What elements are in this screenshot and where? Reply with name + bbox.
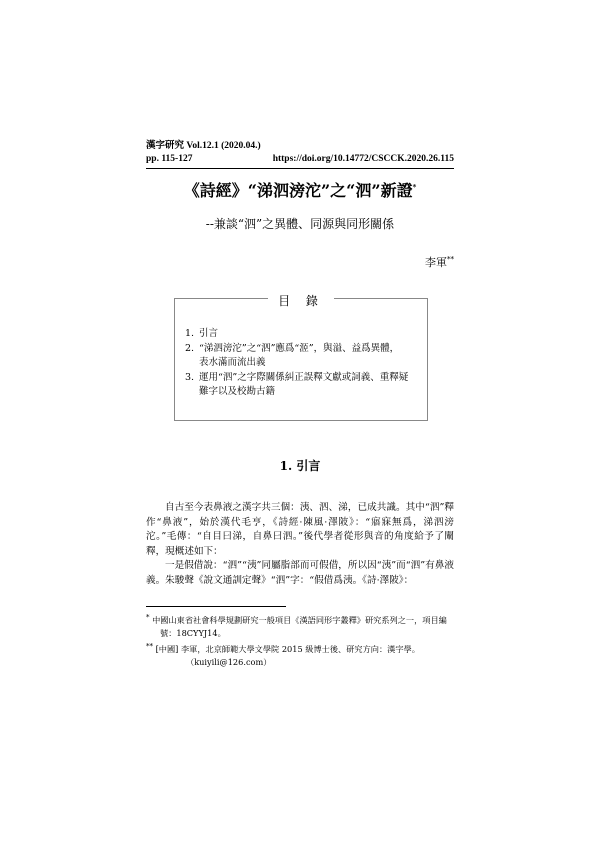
toc-item-number: 3. [185,371,195,383]
toc-item[interactable] [185,327,421,342]
section-heading: 1. 引言 [279,459,321,473]
footnote-text: 中國山東省社會科學規劃研究一般項目《漢語同形字叢釋》研究系列之一，項目編 [152,615,447,625]
toc-item-label: “涕泗滂沱”之“泗”應爲“洍”，與溢、益爲異體， 表水滿而流出義 [199,342,400,368]
body-paragraph: 一是假借說：“泗”“洟”同屬脂部而可假借，所以因“洟”而“泗”有鼻液義。朱駿聲《說文通訓定聲》“泗”字：“假借爲洟。《詩·澤陂》： [146,560,454,586]
doi-link[interactable]: https://doi.org/10.14772/CSCCK.2020.26.115 [272,154,454,164]
journal-volume: 漢字研究 Vol.12.1 (2020.04.) [146,141,261,151]
author-footnote-mark[interactable]: ** [447,255,454,264]
toc-title: 目 錄 [175,290,427,309]
title-text: 《詩經》“涕泗滂沱”之“泗”新證 [183,181,413,200]
toc-list [185,327,421,400]
footnote [146,643,456,669]
title-footnote-mark[interactable]: * [412,182,417,192]
body-paragraph: 自古至今表鼻液之漢字共三個：洟、泗、涕，已成共識。其中“泗”釋作“鼻液”，始於漢代毛亨，《詩經·陳風·澤陂》：“寤寐無爲，涕泗滂沱。”毛傳：“自目曰涕，自鼻曰泗。”後代學者從形與音的角度給予了闡釋，現概述如下： [146,502,454,557]
header-divider [146,168,454,169]
footnote-text: [中國] 李軍，北京師範大學文學院 2015 級博士後、研究方向：漢字學。 [155,644,420,654]
footnote [146,614,456,640]
author-text: 李軍 [425,256,447,269]
toc-item-label: 運用“泗”之字際關係糾正誤釋文獻或詞義、重釋疑 難字以及校勘古籍 [199,371,409,397]
page-range: pp. 115-127 [146,154,193,164]
body-text [146,501,454,589]
journal-header [146,140,261,166]
toc-item-label: 引言 [199,328,219,339]
author-email[interactable]: （kuiyili@126.com） [186,657,272,667]
toc-item-number: 2. [185,342,195,354]
table-of-contents [174,294,428,421]
toc-item-number: 1. [185,328,195,339]
author-name [425,256,454,270]
footnote-mark: * [146,613,150,622]
footnote-divider [146,606,286,607]
toc-item[interactable] [185,342,421,371]
toc-item[interactable] [185,371,421,400]
footnotes [146,614,456,672]
paper-title [0,180,600,202]
footnote-mark: ** [146,642,153,651]
paper-subtitle: --兼談“泗”之異體、同源與同形關係 [205,217,395,231]
footnote-text-cont: 號：18CYYJ14。 [160,628,226,638]
